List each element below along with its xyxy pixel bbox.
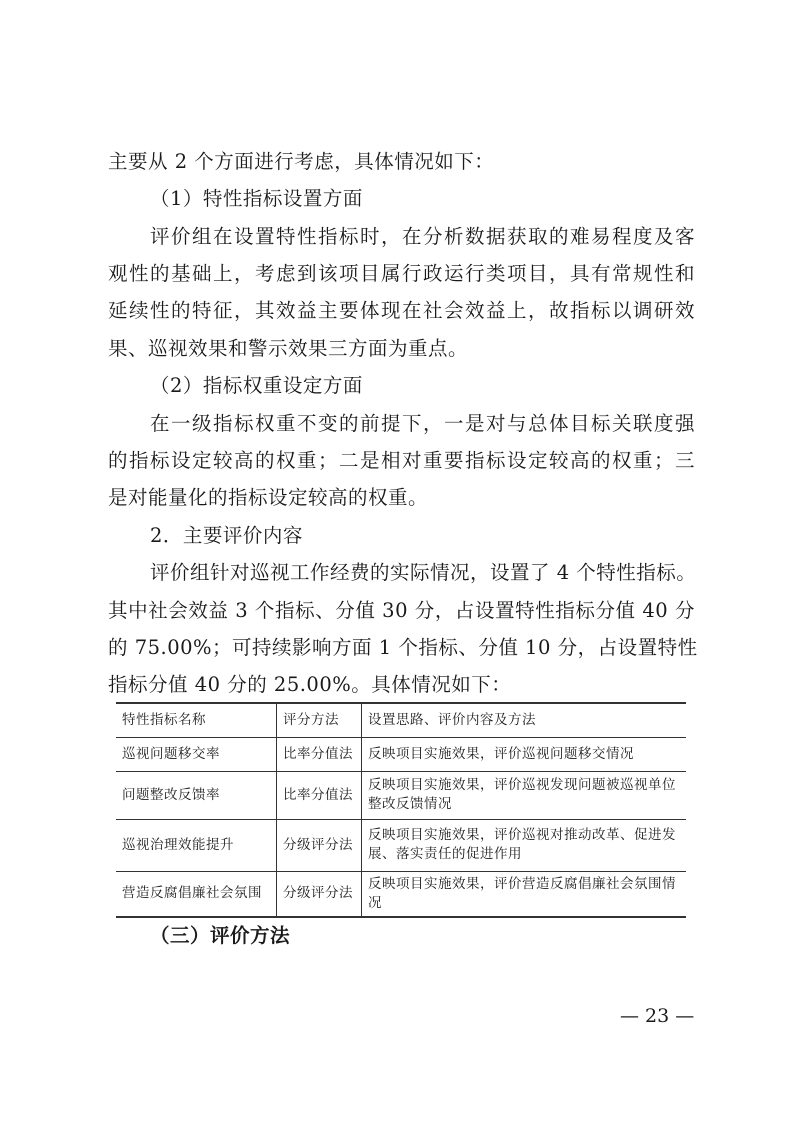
table-header-row — [116, 703, 686, 737]
table-header-cell: 评分方法 — [277, 703, 362, 737]
section-heading: （三）评价方法 — [150, 924, 291, 947]
page-number: — 23 — — [620, 1005, 695, 1027]
paragraph-line: 的指标设定较高的权重；二是相对重要指标设定较高的权重；三 — [108, 449, 695, 472]
table-cell: 反映项目实施效果，评价巡视对推动改革、促进发展、落实责任的促进作用 — [368, 827, 676, 862]
table-row — [116, 771, 686, 819]
paragraph-line: 评价组在设置特性指标时，在分析数据获取的难易程度及客 — [150, 225, 695, 248]
paragraph-line: 其中社会效益 3 个指标、分值 30 分，占设置特性指标分值 40 分 — [108, 599, 695, 622]
table-cell: 比率分值法 — [277, 737, 362, 771]
table-cell: 分级评分法 — [277, 819, 362, 871]
table-row — [116, 871, 686, 917]
table-header-cell: 设置思路、评价内容及方法 — [368, 711, 536, 728]
table-row — [116, 819, 686, 871]
table-cell: 反映项目实施效果，评价营造反腐倡廉社会氛围情况 — [368, 875, 676, 911]
section-heading: 2．主要评价内容 — [150, 524, 303, 547]
table-cell: 比率分值法 — [277, 771, 362, 819]
paragraph-line: 主要从 2 个方面进行考虑，具体情况如下： — [108, 150, 495, 173]
paragraph-line: 观性的基础上，考虑到该项目属行政运行类项目，具有常规性和 — [108, 262, 695, 285]
paragraph-line: 果、巡视效果和警示效果三方面为重点。 — [108, 337, 469, 360]
section-heading: （1）特性指标设置方面 — [150, 187, 363, 210]
table-cell: 分级评分法 — [277, 871, 362, 917]
table-header-cell: 特性指标名称 — [122, 711, 206, 728]
paragraph-line: 是对能量化的指标设定较高的权重。 — [108, 486, 429, 509]
table-cell: 营造反腐倡廉社会氛围 — [122, 885, 262, 901]
table-cell: 巡视问题移交率 — [122, 745, 220, 762]
paragraph-line: 的 75.00%；可持续影响方面 1 个指标、分值 10 分，占设置特性 — [108, 636, 698, 659]
paragraph-line: 指标分值 40 分的 25.00%。具体情况如下： — [108, 673, 512, 696]
table-row — [116, 737, 686, 771]
table-cell: 巡视治理效能提升 — [122, 836, 234, 853]
paragraph-line: 延续性的特征，其效益主要体现在社会效益上，故指标以调研效 — [108, 299, 695, 322]
indicator-table — [116, 702, 686, 918]
table-cell: 问题整改反馈率 — [122, 786, 220, 803]
paragraph-line: 评价组针对巡视工作经费的实际情况，设置了 4 个特性指标。 — [150, 561, 697, 584]
table-cell: 反映项目实施效果，评价巡视问题移交情况 — [368, 745, 634, 762]
section-heading: （2）指标权重设定方面 — [150, 374, 363, 397]
paragraph-line: 在一级指标权重不变的前提下，一是对与总体目标关联度强 — [150, 412, 695, 435]
table-cell: 反映项目实施效果，评价巡视发现问题被巡视单位整改反馈情况 — [368, 777, 676, 812]
